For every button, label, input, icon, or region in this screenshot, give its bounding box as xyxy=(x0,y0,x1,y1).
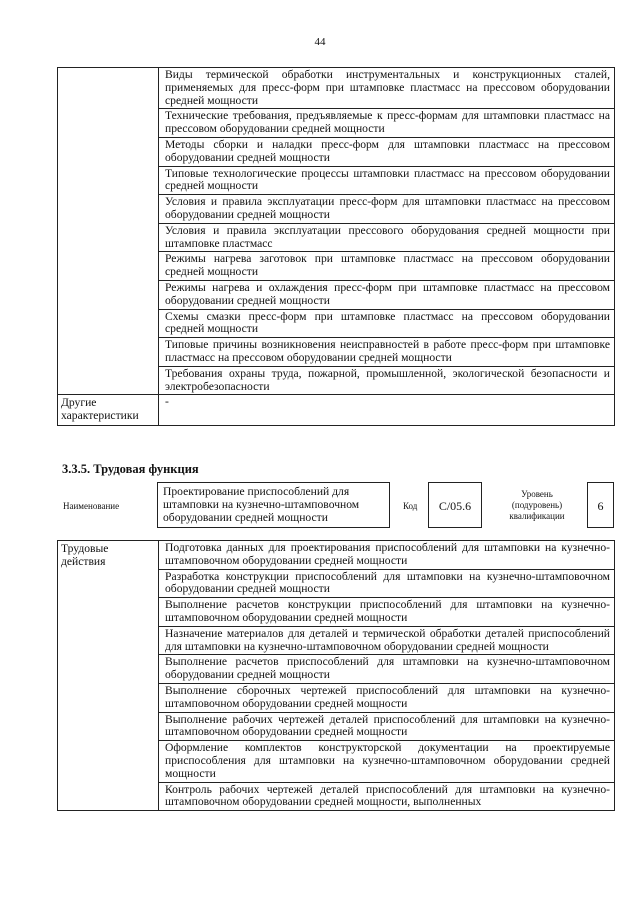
code-value: C/05.6 xyxy=(428,482,482,528)
level-value: 6 xyxy=(587,482,614,528)
knowledge-table xyxy=(57,67,615,426)
knowledge-item: Методы сборки и наладки пресс-форм для штамповки пластмасс на прессовом оборудовании средней мощности xyxy=(159,137,615,166)
page-number: 44 xyxy=(314,36,326,48)
code-label: Код xyxy=(403,501,418,511)
name-label: Наименование xyxy=(63,501,120,511)
name-value: Проектирование приспособлений для штамповки на кузнечно-штамповочном оборудовании средней мощности xyxy=(157,482,390,528)
function-header xyxy=(57,482,614,528)
knowledge-item: Технические требования, предъявляемые к пресс-формам для штамповки пластмасс на прессовом оборудовании средней мощности xyxy=(159,109,615,138)
knowledge-item: Виды термической обработки инструментальных и конструкционных сталей, применяемых для пресс-форм при штамповке пластмасс на прессовом оборудовании средней мощности xyxy=(159,68,615,109)
table-row xyxy=(58,395,615,426)
knowledge-item: Режимы нагрева заготовок при штамповке пластмасс на прессовом оборудовании средней мощности xyxy=(159,252,615,281)
actions-table xyxy=(57,540,615,811)
actions-label: Трудовые действия xyxy=(58,541,159,811)
knowledge-item: Схемы смазки пресс-форм при штамповке пластмасс на прессовом оборудовании средней мощности xyxy=(159,309,615,338)
knowledge-item: Типовые технологические процессы штамповки пластмасс на прессовом оборудовании средней мощности xyxy=(159,166,615,195)
knowledge-item: Типовые причины возникновения неисправностей в работе пресс-форм при штамповке пластмасс на прессовом оборудовании средней мощности xyxy=(159,338,615,367)
level-label: Уровень (подуровень) квалификации xyxy=(509,489,565,521)
action-item: Подготовка данных для проектирования приспособлений для штамповки на кузнечно-штамповочном оборудовании средней мощности xyxy=(159,541,615,570)
action-item: Выполнение расчетов приспособлений для штамповки на кузнечно-штамповочном оборудовании средней мощности xyxy=(159,655,615,684)
knowledge-label-cell xyxy=(58,68,159,395)
knowledge-item: Требования охраны труда, пожарной, промышленной, экологической безопасности и электробезопасности xyxy=(159,366,615,395)
other-characteristics-value: - xyxy=(159,395,615,426)
knowledge-item: Условия и правила эксплуатации пресс-форм для штамповки пластмасс на прессовом оборудовании средней мощности xyxy=(159,195,615,224)
knowledge-item: Условия и правила эксплуатации прессового оборудования средней мощности при штамповке пластмасс xyxy=(159,223,615,252)
action-item: Выполнение расчетов конструкции приспособлений для штамповки на кузнечно-штамповочном оборудовании средней мощности xyxy=(159,598,615,627)
table-row xyxy=(58,541,615,570)
action-item: Разработка конструкции приспособлений для штамповки на кузнечно-штамповочном оборудовании средней мощности xyxy=(159,569,615,598)
table-row xyxy=(58,68,615,109)
action-item: Назначение материалов для деталей и термической обработки деталей приспособлений для штамповки на кузнечно-штамповочном оборудовании средней мощности xyxy=(159,626,615,655)
section-title: 3.3.5. Трудовая функция xyxy=(62,462,199,476)
action-item: Выполнение сборочных чертежей приспособлений для штамповки на кузнечно-штамповочном оборудовании средней мощности xyxy=(159,683,615,712)
other-characteristics-label: Другие характеристики xyxy=(58,395,159,426)
action-item: Оформление комплектов конструкторской документации на проектируемые приспособления для штамповки на кузнечно-штамповочном оборудовании средней мощности xyxy=(159,741,615,782)
knowledge-item: Режимы нагрева и охлаждения пресс-форм при штамповке пластмасс на прессовом оборудовании средней мощности xyxy=(159,280,615,309)
action-item: Выполнение рабочих чертежей деталей приспособлений для штамповки на кузнечно-штамповочном оборудовании средней мощности xyxy=(159,712,615,741)
action-item: Контроль рабочих чертежей деталей приспособлений для штамповки на кузнечно-штамповочном оборудовании средней мощности, выполненных xyxy=(159,782,615,811)
